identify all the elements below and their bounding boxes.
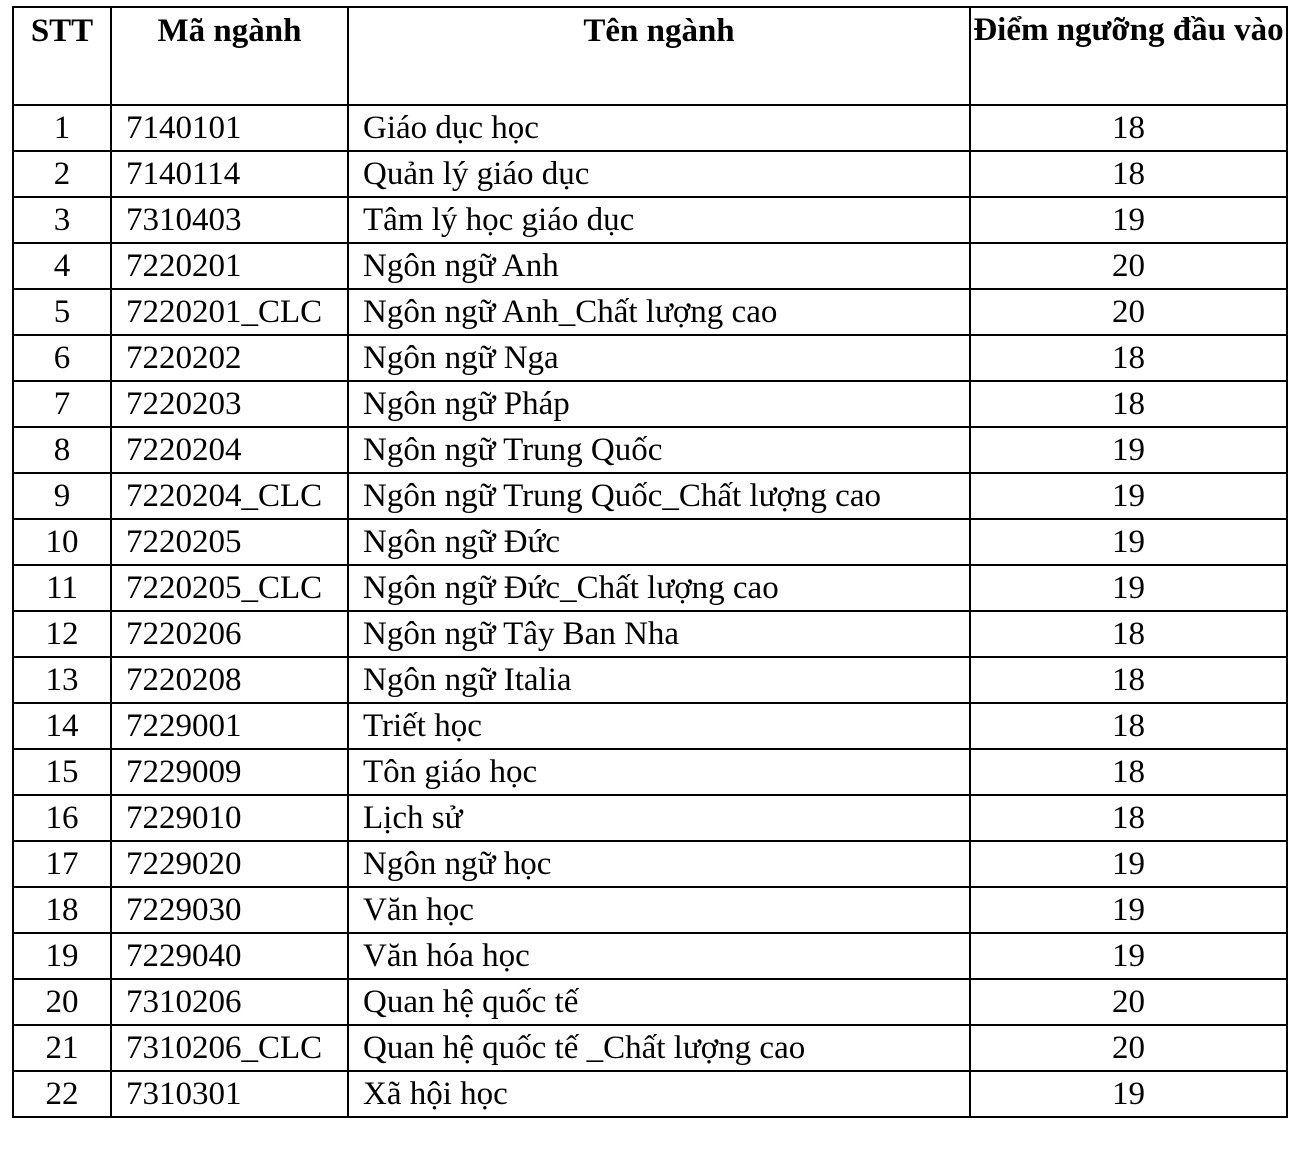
row-threshold-score-cell: 19 xyxy=(970,841,1287,887)
row-threshold-score-cell: 20 xyxy=(970,243,1287,289)
row-stt-cell: 19 xyxy=(13,933,111,979)
table-row xyxy=(13,197,1287,243)
row-major-name-cell: Ngôn ngữ học xyxy=(348,841,970,887)
table-row xyxy=(13,1025,1287,1071)
row-stt-cell: 6 xyxy=(13,335,111,381)
table-row xyxy=(13,933,1287,979)
row-threshold-score-cell: 19 xyxy=(970,1071,1287,1117)
row-major-name-cell: Ngôn ngữ Đức_Chất lượng cao xyxy=(348,565,970,611)
row-major-code-cell: 7310206 xyxy=(111,979,348,1025)
table-row xyxy=(13,519,1287,565)
admission-threshold-table xyxy=(12,6,1288,1118)
row-threshold-score-cell: 18 xyxy=(970,611,1287,657)
header-major-name: Tên ngành xyxy=(348,7,970,105)
row-threshold-score-cell: 18 xyxy=(970,657,1287,703)
row-stt-cell: 5 xyxy=(13,289,111,335)
row-major-code-cell: 7220201_CLC xyxy=(111,289,348,335)
row-major-code-cell: 7220203 xyxy=(111,381,348,427)
row-major-code-cell: 7229030 xyxy=(111,887,348,933)
row-major-name-cell: Ngôn ngữ Pháp xyxy=(348,381,970,427)
row-stt-cell: 20 xyxy=(13,979,111,1025)
row-stt-cell: 16 xyxy=(13,795,111,841)
row-major-code-cell: 7220204 xyxy=(111,427,348,473)
row-major-code-cell: 7220201 xyxy=(111,243,348,289)
row-stt-cell: 22 xyxy=(13,1071,111,1117)
row-threshold-score-cell: 20 xyxy=(970,289,1287,335)
row-threshold-score-cell: 18 xyxy=(970,105,1287,151)
row-threshold-score-cell: 19 xyxy=(970,565,1287,611)
row-threshold-score-cell: 18 xyxy=(970,381,1287,427)
row-major-code-cell: 7310301 xyxy=(111,1071,348,1117)
row-major-code-cell: 7220204_CLC xyxy=(111,473,348,519)
row-stt-cell: 10 xyxy=(13,519,111,565)
row-stt-cell: 17 xyxy=(13,841,111,887)
row-stt-cell: 1 xyxy=(13,105,111,151)
header-threshold-score: Điểm ngưỡng đầu vào xyxy=(970,7,1287,105)
row-stt-cell: 2 xyxy=(13,151,111,197)
table-row xyxy=(13,703,1287,749)
row-major-code-cell: 7310206_CLC xyxy=(111,1025,348,1071)
row-major-code-cell: 7140101 xyxy=(111,105,348,151)
row-major-code-cell: 7229010 xyxy=(111,795,348,841)
row-major-name-cell: Triết học xyxy=(348,703,970,749)
row-stt-cell: 4 xyxy=(13,243,111,289)
header-major-code: Mã ngành xyxy=(111,7,348,105)
table-row xyxy=(13,565,1287,611)
table-row xyxy=(13,427,1287,473)
row-major-code-cell: 7220206 xyxy=(111,611,348,657)
row-threshold-score-cell: 19 xyxy=(970,427,1287,473)
row-stt-cell: 3 xyxy=(13,197,111,243)
row-stt-cell: 14 xyxy=(13,703,111,749)
row-threshold-score-cell: 18 xyxy=(970,335,1287,381)
row-major-code-cell: 7220202 xyxy=(111,335,348,381)
row-major-name-cell: Ngôn ngữ Tây Ban Nha xyxy=(348,611,970,657)
row-major-name-cell: Giáo dục học xyxy=(348,105,970,151)
row-stt-cell: 9 xyxy=(13,473,111,519)
row-major-name-cell: Quan hệ quốc tế _Chất lượng cao xyxy=(348,1025,970,1071)
table-row xyxy=(13,105,1287,151)
row-threshold-score-cell: 19 xyxy=(970,473,1287,519)
row-stt-cell: 13 xyxy=(13,657,111,703)
row-major-name-cell: Ngôn ngữ Anh_Chất lượng cao xyxy=(348,289,970,335)
table-row xyxy=(13,473,1287,519)
row-stt-cell: 11 xyxy=(13,565,111,611)
table-row xyxy=(13,335,1287,381)
table-row xyxy=(13,795,1287,841)
table-row xyxy=(13,243,1287,289)
row-major-name-cell: Ngôn ngữ Nga xyxy=(348,335,970,381)
table-row xyxy=(13,381,1287,427)
row-major-name-cell: Tâm lý học giáo dục xyxy=(348,197,970,243)
row-major-code-cell: 7220208 xyxy=(111,657,348,703)
table-row xyxy=(13,611,1287,657)
row-major-code-cell: 7310403 xyxy=(111,197,348,243)
header-stt: STT xyxy=(13,7,111,105)
row-stt-cell: 21 xyxy=(13,1025,111,1071)
row-threshold-score-cell: 18 xyxy=(970,749,1287,795)
row-major-code-cell: 7140114 xyxy=(111,151,348,197)
table-row xyxy=(13,749,1287,795)
table-row xyxy=(13,289,1287,335)
row-major-name-cell: Ngôn ngữ Anh xyxy=(348,243,970,289)
table-row xyxy=(13,979,1287,1025)
row-threshold-score-cell: 19 xyxy=(970,197,1287,243)
row-threshold-score-cell: 18 xyxy=(970,795,1287,841)
row-major-name-cell: Xã hội học xyxy=(348,1071,970,1117)
row-major-code-cell: 7220205_CLC xyxy=(111,565,348,611)
table-row xyxy=(13,841,1287,887)
row-stt-cell: 18 xyxy=(13,887,111,933)
row-major-code-cell: 7229009 xyxy=(111,749,348,795)
row-threshold-score-cell: 20 xyxy=(970,979,1287,1025)
row-threshold-score-cell: 19 xyxy=(970,933,1287,979)
row-major-name-cell: Ngôn ngữ Đức xyxy=(348,519,970,565)
table-row xyxy=(13,151,1287,197)
row-major-code-cell: 7229040 xyxy=(111,933,348,979)
table-header-row xyxy=(13,7,1287,105)
row-major-name-cell: Quản lý giáo dục xyxy=(348,151,970,197)
row-major-name-cell: Lịch sử xyxy=(348,795,970,841)
table-row xyxy=(13,887,1287,933)
row-major-name-cell: Ngôn ngữ Italia xyxy=(348,657,970,703)
row-major-name-cell: Văn học xyxy=(348,887,970,933)
row-major-code-cell: 7220205 xyxy=(111,519,348,565)
table-body xyxy=(13,105,1287,1117)
row-threshold-score-cell: 18 xyxy=(970,703,1287,749)
row-threshold-score-cell: 18 xyxy=(970,151,1287,197)
row-major-name-cell: Ngôn ngữ Trung Quốc xyxy=(348,427,970,473)
row-major-name-cell: Tôn giáo học xyxy=(348,749,970,795)
row-stt-cell: 8 xyxy=(13,427,111,473)
table-row xyxy=(13,1071,1287,1117)
row-major-name-cell: Ngôn ngữ Trung Quốc_Chất lượng cao xyxy=(348,473,970,519)
row-stt-cell: 7 xyxy=(13,381,111,427)
row-threshold-score-cell: 20 xyxy=(970,1025,1287,1071)
row-threshold-score-cell: 19 xyxy=(970,519,1287,565)
row-threshold-score-cell: 19 xyxy=(970,887,1287,933)
row-major-code-cell: 7229001 xyxy=(111,703,348,749)
row-major-name-cell: Văn hóa học xyxy=(348,933,970,979)
row-major-code-cell: 7229020 xyxy=(111,841,348,887)
row-stt-cell: 12 xyxy=(13,611,111,657)
row-major-name-cell: Quan hệ quốc tế xyxy=(348,979,970,1025)
table-row xyxy=(13,657,1287,703)
row-stt-cell: 15 xyxy=(13,749,111,795)
